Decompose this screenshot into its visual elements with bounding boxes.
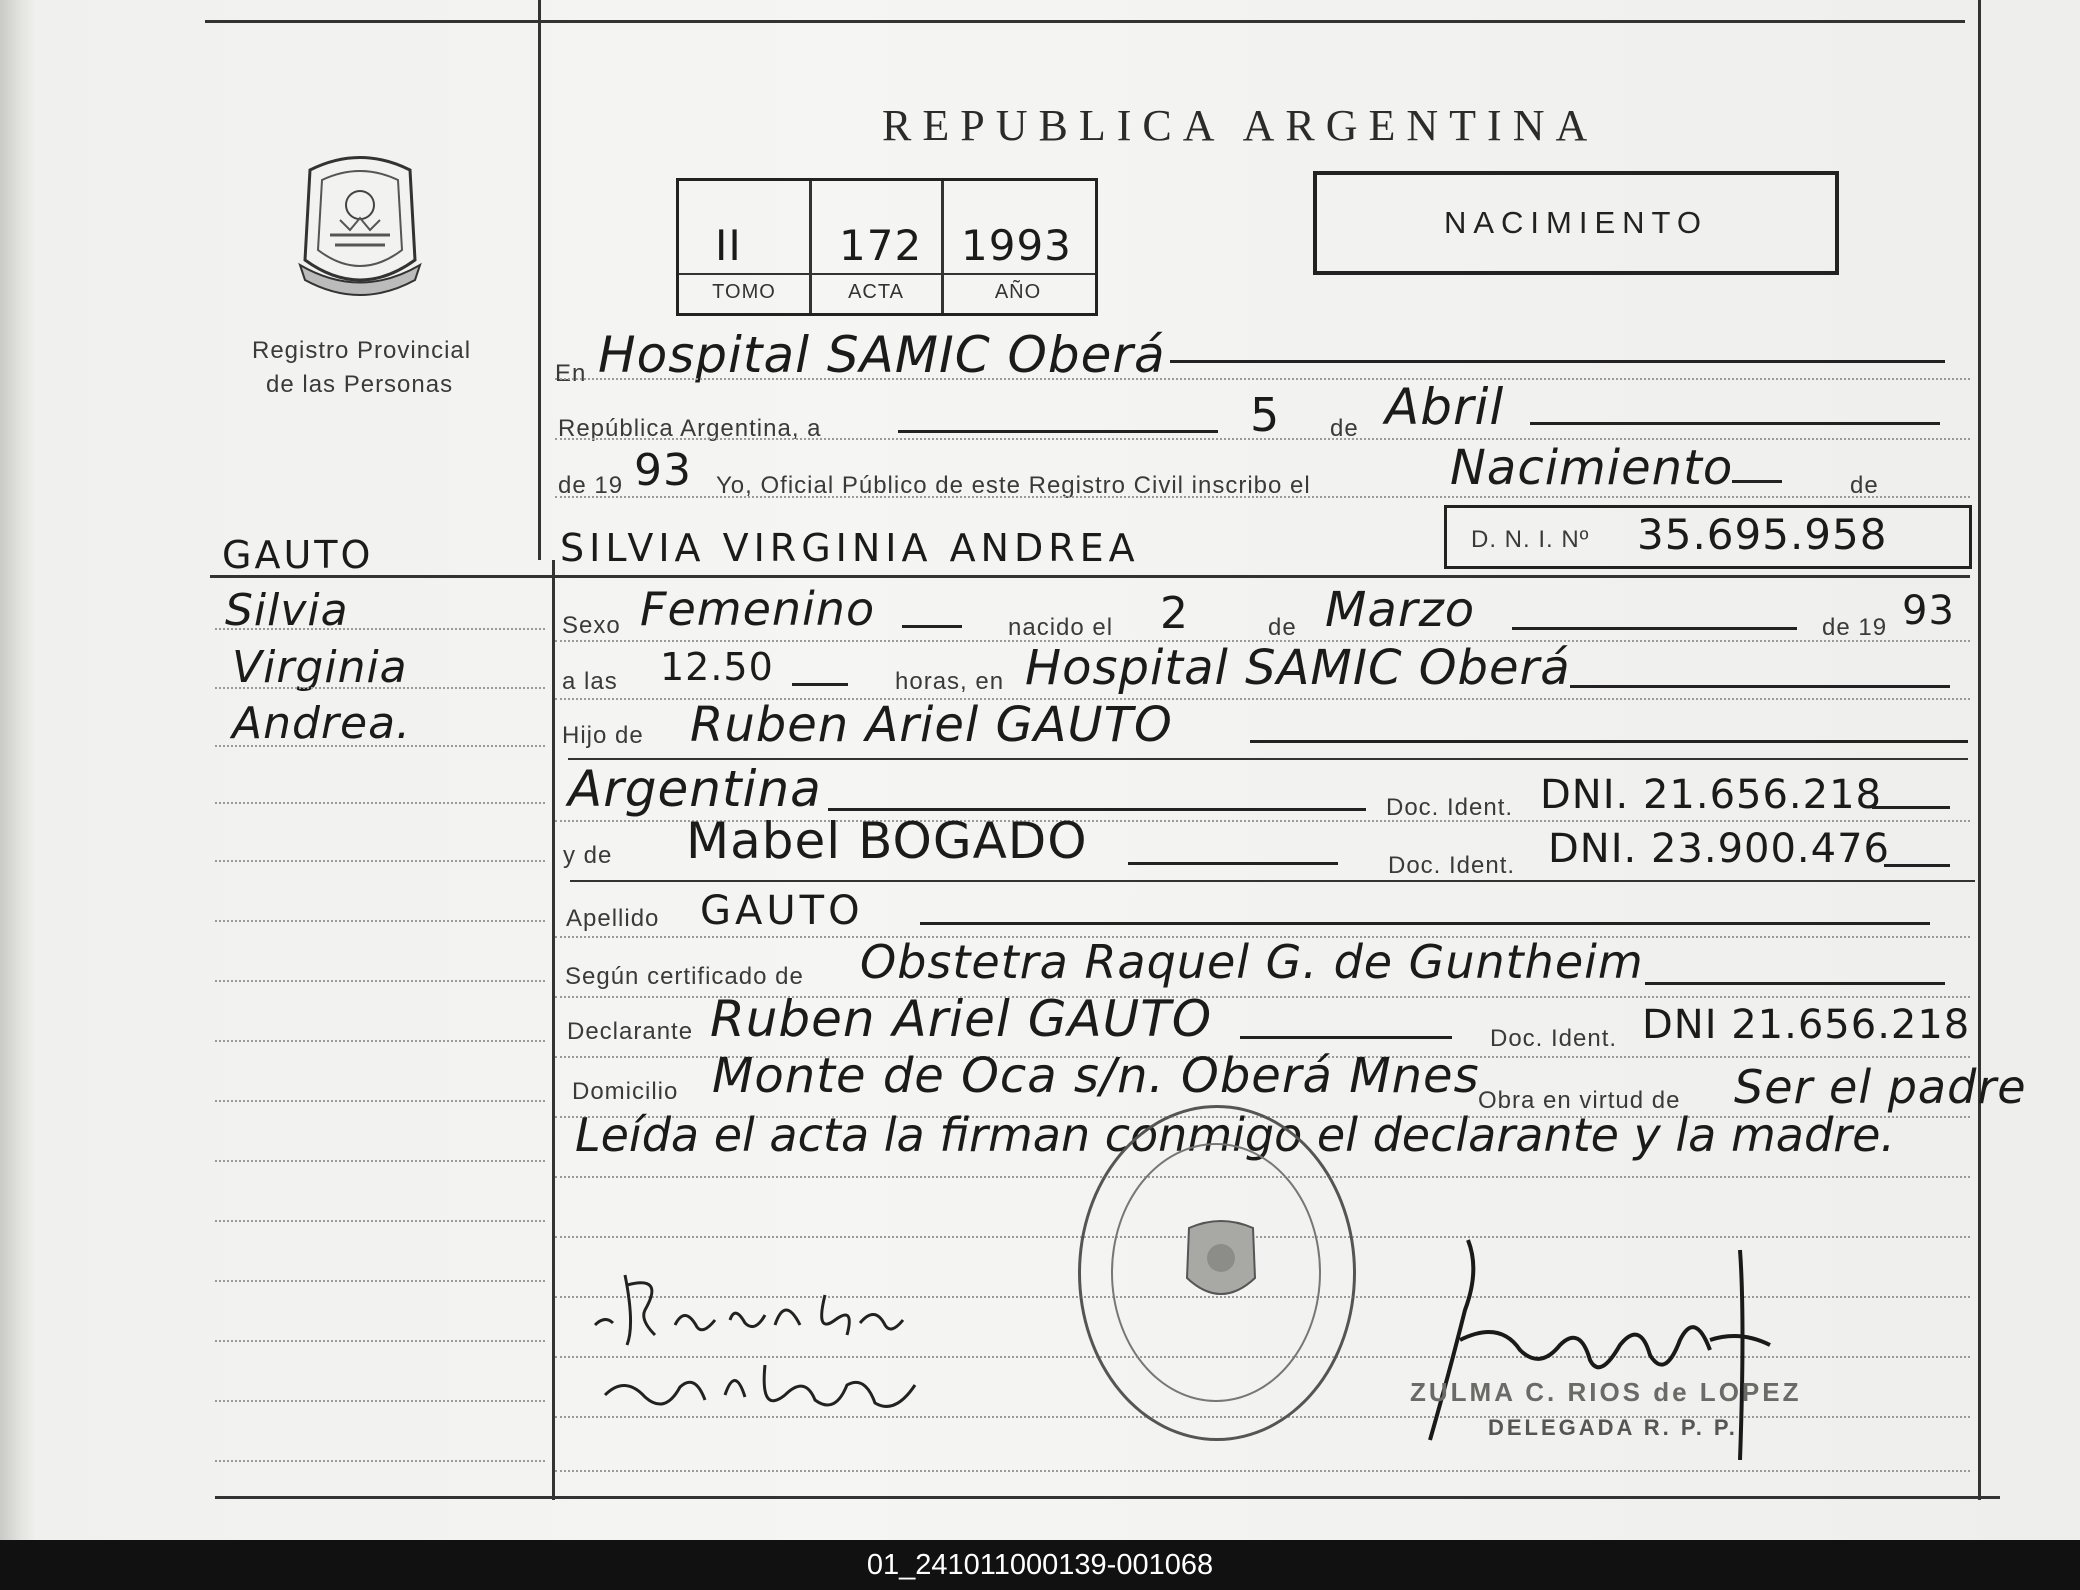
de-label: de: [1330, 415, 1359, 442]
margin-line: [215, 1100, 545, 1102]
fill-line: [1170, 360, 1945, 363]
form-line: [555, 1470, 1970, 1472]
margin-given-name-2: Virginia: [232, 642, 408, 693]
registration-day: 5: [1250, 388, 1281, 442]
domicilio-value: Monte de Oca s/n. Oberá Mnes: [712, 1048, 1480, 1104]
alas-label: a las: [562, 668, 618, 695]
tomo-label: TOMO: [712, 281, 776, 303]
top-rule: [205, 20, 1965, 23]
birth-place: Hospital SAMIC Oberá: [1025, 640, 1571, 696]
horas-label: horas, en: [895, 668, 1005, 695]
father-doc-value: DNI. 21.656.218: [1540, 772, 1882, 818]
anio-label: AÑO: [994, 281, 1042, 303]
fill-line: [828, 808, 1366, 811]
stamp-emblem-icon: [1181, 1218, 1261, 1308]
declarante-name: Ruben Ariel GAUTO: [710, 990, 1213, 1048]
registration-month: Abril: [1385, 378, 1505, 436]
margin-line: [215, 860, 545, 862]
segun-label: Según certificado de: [565, 963, 804, 990]
document-type-label: NACIMIENTO: [1443, 205, 1709, 240]
margin-line: [215, 1340, 545, 1342]
margin-surname: GAUTO: [222, 533, 374, 577]
apellido-value: GAUTO: [700, 888, 864, 934]
column-divider-lower: [552, 560, 555, 1500]
domicilio-label: Domicilio: [572, 1078, 679, 1105]
fill-line: [902, 625, 962, 628]
yde-label: y de: [563, 842, 613, 869]
fill-line: [792, 683, 848, 686]
form-line: [555, 438, 1970, 440]
officer-statement: Yo, Oficial Público de este Registro Civil inscribo el: [716, 472, 1311, 499]
fill-line: [1645, 982, 1945, 985]
registry-label-line1: Registro Provincial: [252, 337, 472, 364]
margin-given-name-1: Silvia: [225, 585, 349, 636]
hijo-label: Hijo de: [562, 722, 644, 749]
image-id-bar: 01_241011000139-001068: [0, 1540, 2080, 1590]
certificate-issuer: Obstetra Raquel G. de Guntheim: [860, 935, 1644, 989]
margin-line: [215, 1040, 545, 1042]
birth-month: Marzo: [1325, 582, 1476, 638]
fill-line: [1128, 862, 1338, 865]
de19-label: de 19: [558, 472, 624, 499]
acta-label: ACTA: [848, 281, 904, 303]
margin-line: [215, 687, 545, 689]
birth-day: 2: [1160, 588, 1189, 639]
name-separator-rule: [210, 575, 1970, 578]
margin-line: [215, 628, 545, 630]
column-divider-upper: [538, 0, 541, 560]
en-label: En: [555, 360, 587, 387]
margin-line: [215, 1220, 545, 1222]
closing-statement: Leída el acta la firman conmigo el declarante y la madre.: [575, 1108, 1896, 1162]
official-title-stamp: DELEGADA R. P. P.: [1488, 1415, 1738, 1440]
declarant-signatures: [585, 1265, 945, 1435]
acta-value: 172: [839, 221, 923, 270]
form-line: [555, 496, 1970, 498]
de19-label-2: de 19: [1822, 614, 1888, 641]
birth-year: 93: [1902, 588, 1955, 634]
fill-line: [898, 430, 1218, 433]
province-emblem: [290, 150, 430, 300]
anio-value: 1993: [961, 221, 1072, 270]
apellido-label: Apellido: [566, 905, 660, 932]
registration-year: 93: [634, 445, 692, 496]
margin-line: [215, 745, 545, 747]
margin-line: [215, 1400, 545, 1402]
registration-place: Hospital SAMIC Oberá: [598, 326, 1166, 384]
tomo-value: II: [715, 221, 742, 270]
mother-doc-label: Doc. Ident.: [1388, 852, 1516, 879]
fill-line: [1530, 422, 1940, 425]
nacido-label: nacido el: [1008, 614, 1114, 641]
official-stamp: [1078, 1105, 1356, 1441]
fill-line: [1872, 806, 1950, 809]
declarante-doc-label: Doc. Ident.: [1490, 1025, 1618, 1052]
fill-line: [1512, 627, 1797, 630]
margin-line: [215, 980, 545, 982]
sexo-value: Femenino: [640, 582, 876, 636]
form-line: [555, 378, 1970, 380]
father-nationality: Argentina: [568, 760, 822, 818]
fill-line: [1884, 864, 1950, 867]
dni-label: D. N. I. Nº: [1471, 526, 1590, 553]
obra-label: Obra en virtud de: [1478, 1087, 1681, 1114]
fill-line: [920, 922, 1930, 925]
coat-of-arms-icon: [290, 150, 430, 300]
fill-line: [1570, 685, 1950, 688]
birth-time: 12.50: [660, 645, 774, 689]
margin-line: [215, 920, 545, 922]
registry-number-table: [676, 178, 1098, 316]
handwritten-signature-drawing: [585, 1265, 945, 1435]
bottom-rule: [215, 1496, 2000, 1499]
obra-value: Ser el padre: [1734, 1060, 2027, 1114]
document-title: REPUBLICA ARGENTINA: [882, 101, 1599, 150]
father-doc-label: Doc. Ident.: [1386, 794, 1514, 821]
fill-line: [1240, 1036, 1452, 1039]
form-rule: [570, 880, 1975, 882]
table-divider: [679, 273, 1095, 275]
republica-label: República Argentina, a: [558, 415, 822, 442]
father-name: Ruben Ariel GAUTO: [690, 697, 1173, 753]
fill-line: [1250, 740, 1968, 743]
right-rule: [1978, 0, 1981, 1500]
dni-box: [1444, 505, 1972, 569]
act-type: Nacimiento: [1450, 440, 1734, 496]
child-full-name: SILVIA VIRGINIA ANDREA: [560, 526, 1140, 570]
de-label-3: de: [1268, 614, 1297, 641]
margin-line: [215, 802, 545, 804]
document-type-box: [1313, 171, 1839, 275]
margin-line: [215, 1280, 545, 1282]
official-name-stamp: ZULMA C. RIOS de LOPEZ: [1410, 1377, 1802, 1407]
registry-label-line2: de las Personas: [266, 371, 454, 398]
margin-given-name-3: Andrea.: [232, 698, 412, 749]
sexo-label: Sexo: [562, 612, 621, 639]
dni-value: 35.695.958: [1637, 510, 1888, 559]
de-label-2: de: [1850, 472, 1879, 499]
mother-doc-value: DNI. 23.900.476: [1548, 826, 1890, 872]
declarante-label: Declarante: [567, 1018, 694, 1045]
fill-line: [1732, 480, 1782, 483]
margin-line: [215, 1160, 545, 1162]
page-binding-edge: [0, 0, 36, 1540]
margin-line: [215, 1460, 545, 1462]
mother-name: Mabel BOGADO: [686, 812, 1088, 870]
declarante-doc-value: DNI 21.656.218: [1642, 1002, 1971, 1048]
